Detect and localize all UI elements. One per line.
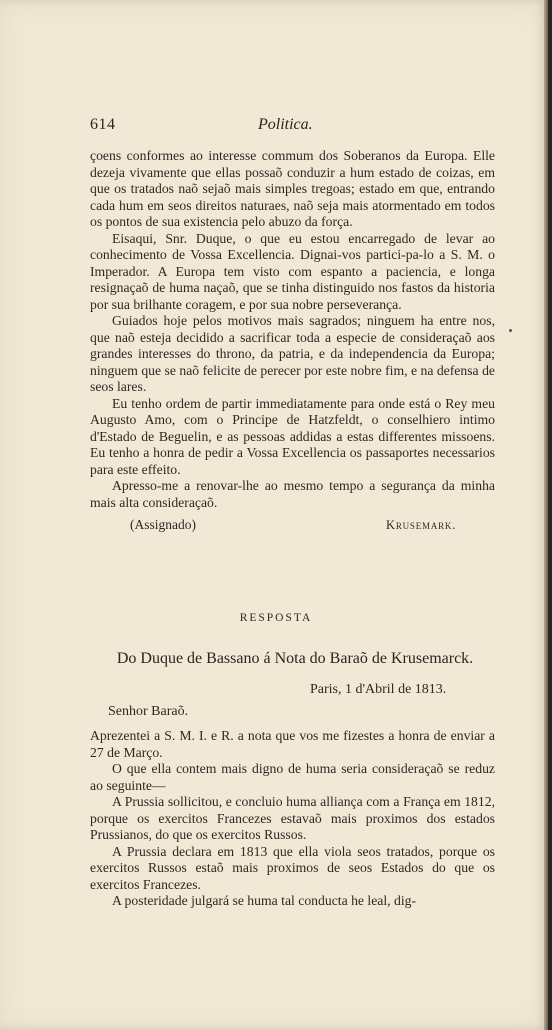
reply-body — [90, 728, 495, 910]
signature-row — [90, 517, 495, 539]
letter-paragraph: Eisaqui, Snr. Duque, o que eu estou encarregado de levar ao conhecimento de Vossa Excellencia. Dignai-vos partici-pa-lo a S. M. o Imperador. A Europa tem visto com espanto a paciencia, e longa resignaçaõ de huma naçaõ, que se tinha distinguido nos fastos da historia por sua brilhante coragem, e por sua nobre perseverança. — [90, 230, 495, 312]
reply-paragraph: A posteridade julgará se huma tal conducta he leal, dig- — [112, 893, 417, 908]
page-number: 614 — [90, 116, 116, 133]
reply-paragraph: O que ella contem mais digno de huma seria consideraçaõ se reduz ao seguinte— — [90, 761, 495, 793]
dateline: Paris, 1 d'Abril de 1813. — [310, 682, 447, 697]
page-edge — [544, 0, 548, 1030]
section-title: RESPOSTA — [239, 612, 313, 624]
running-title: Politica. — [258, 116, 313, 133]
signature-note: (Assignado) — [130, 517, 196, 532]
page-header — [90, 116, 502, 136]
letter-paragraph: Eu tenho ordem de partir immediatamente para onde está o Rey meu Augusto Amo, com o Principe de Hatzfeldt, o conselhiero intimo d'Estado de Beguelin, e as pessoas addidas a estas differentes missoens. Eu tenho a honra de pedir a Vossa Excellencia os passaportes necessarios para este effeito. — [90, 395, 495, 477]
reply-paragraph: Aprezentei a S. M. I. e R. a nota que vos me fizestes a honra de enviar a 27 de Março. — [90, 728, 495, 760]
reply-heading: Do Duque de Bassano á Nota do Baraõ de Krusemarck. — [116, 650, 474, 667]
salutation: Senhor Baraõ. — [108, 704, 189, 719]
letter-body — [90, 148, 495, 539]
reply-paragraph: A Prussia sollicitou, e concluio huma alliança com a França em 1812, porque os exercitos Francezes estavaõ mais proximos dos estados Prussianos, do que os exercitos Russos. — [90, 794, 495, 842]
paper-speck — [509, 329, 512, 332]
letter-paragraph: Apresso-me a renovar-lhe ao mesmo tempo a segurança da minha mais alta consideraçaõ. — [90, 478, 495, 510]
letter-paragraph: çoens conformes ao interesse commum dos Soberanos da Europa. Elle dezeja vivamente que ellas possaõ conduzir a hum estado de coizas, em que os tratados naõ sejaõ mais simples tregoas; estado em que, entrando cada hum em seos direitos naturaes, naõ seja mais atormentado em todos os pontos de sua existencia pelo abuzo da força. — [90, 148, 495, 229]
reply-paragraph: A Prussia declara em 1813 que ella viola seos tratados, porque os exercitos Russos estaõ mais proximos de seos Estados do que os exercitos Francezes. — [90, 843, 495, 892]
letter-paragraph: Guiados hoje pelos motivos mais sagrados; ninguem ha entre nos, que naõ esteja decidido a sacrificar toda a especie de consideraçaõ aos grandes interesses do throno, da patria, e da independencia da Europa; ninguem que se naõ felicite de perecer por este nobre fim, e na defensa de seos lares. — [90, 313, 495, 394]
signature-name: Krusemark. — [386, 518, 457, 532]
